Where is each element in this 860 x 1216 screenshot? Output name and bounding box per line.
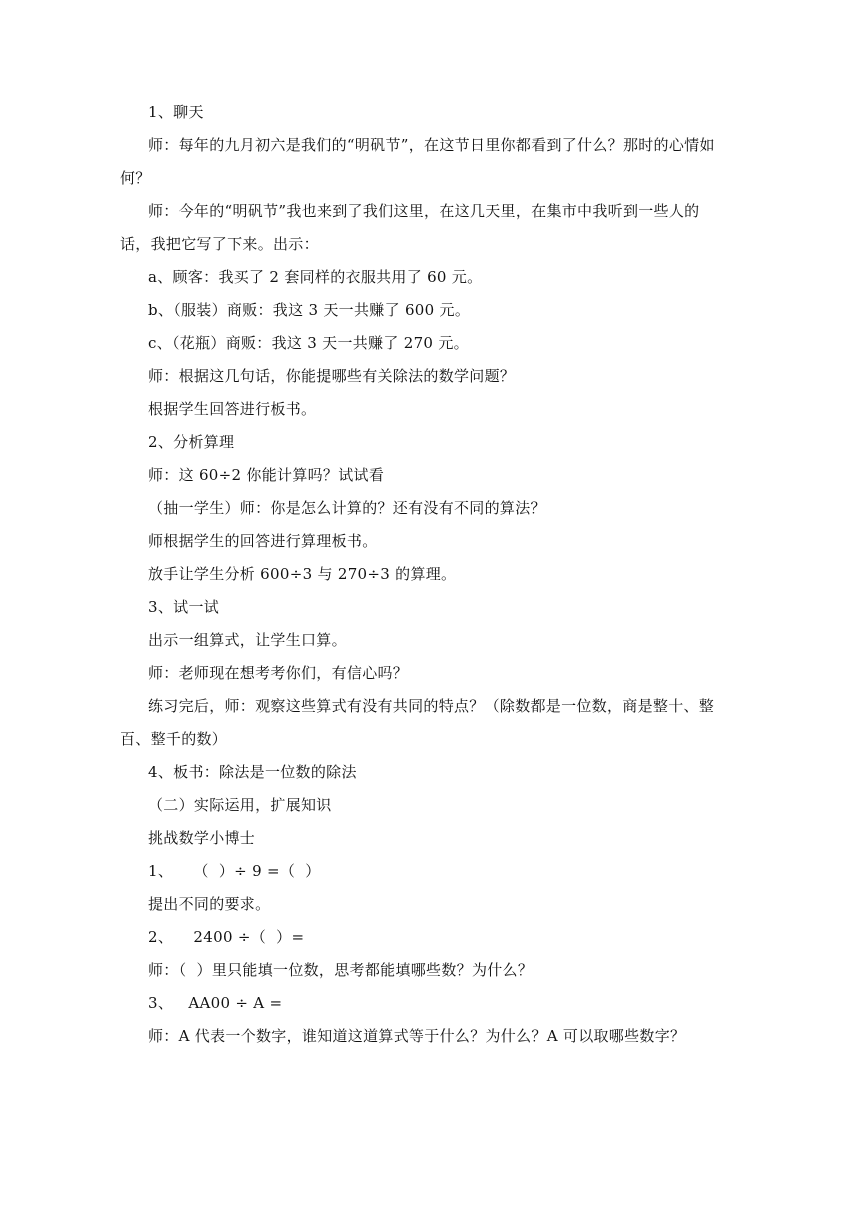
paragraph-7: 师：根据这几句话，你能提哪些有关除法的数学问题？ bbox=[148, 367, 516, 385]
paragraph-17: 练习完后，师：观察这些算式有没有共同的特点？（除数都是一位数，商是整十、整百、整千的数） bbox=[120, 697, 715, 748]
paragraph-5: b、（服装）商贩：我这 3 天一共赚了 600 元。 bbox=[148, 301, 471, 319]
document-body bbox=[120, 96, 728, 1053]
paragraph-11: （抽一学生）师：你是怎么计算的？还有没有不同的算法？ bbox=[148, 499, 546, 517]
paragraph-24: 师：（ ）里只能填一位数，思考都能填哪些数？为什么？ bbox=[148, 961, 534, 979]
paragraph-21: 1、 （ ）÷ 9 =（ ） bbox=[148, 862, 321, 880]
paragraph-1: 1、聊天 bbox=[148, 103, 204, 121]
paragraph-23: 2、 2400 ÷（ ）= bbox=[148, 928, 305, 946]
paragraph-4: a、顾客：我买了 2 套同样的衣服共用了 60 元。 bbox=[148, 268, 483, 286]
paragraph-13: 放手让学生分析 600÷3 与 270÷3 的算理。 bbox=[148, 565, 457, 583]
paragraph-6: c、（花瓶）商贩：我这 3 天一共赚了 270 元。 bbox=[148, 334, 469, 352]
paragraph-22: 提出不同的要求。 bbox=[148, 895, 271, 913]
paragraph-16: 师：老师现在想考考你们，有信心吗？ bbox=[148, 664, 409, 682]
paragraph-18: 4、板书：除法是一位数的除法 bbox=[148, 763, 357, 781]
paragraph-3: 师：今年的“明矾节”我也来到了我们这里，在这几天里，在集市中我听到一些人的话，我把它写了下来。出示： bbox=[120, 202, 700, 253]
paragraph-25: 3、 AA00 ÷ A = bbox=[148, 994, 283, 1012]
paragraph-9: 2、分析算理 bbox=[148, 433, 235, 451]
paragraph-15: 出示一组算式，让学生口算。 bbox=[148, 631, 347, 649]
paragraph-10: 师：这 60÷2 你能计算吗？试试看 bbox=[148, 466, 385, 484]
paragraph-2: 师：每年的九月初六是我们的“明矾节”，在这节日里你都看到了什么？那时的心情如何？ bbox=[120, 136, 715, 187]
paragraph-26: 师：A 代表一个数字，谁知道这道算式等于什么？为什么？A 可以取哪些数字？ bbox=[148, 1027, 686, 1045]
paragraph-19: （二）实际运用，扩展知识 bbox=[148, 796, 332, 814]
paragraph-14: 3、试一试 bbox=[148, 598, 220, 616]
paragraph-8: 根据学生回答进行板书。 bbox=[148, 400, 317, 418]
paragraph-12: 师根据学生的回答进行算理板书。 bbox=[148, 532, 378, 550]
paragraph-20: 挑战数学小博士 bbox=[148, 829, 256, 847]
